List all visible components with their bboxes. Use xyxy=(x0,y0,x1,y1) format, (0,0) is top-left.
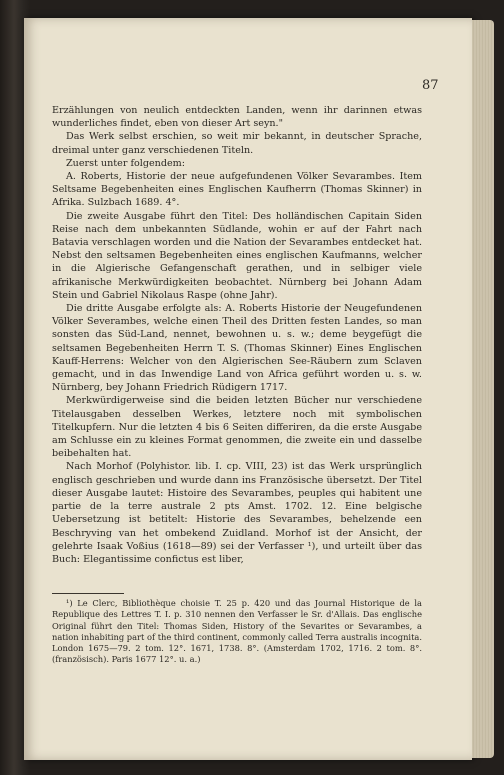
paragraph: A. Roberts, Historie der neue aufgefundenen Völker Sevarambes. Item Seltsame Begebenheiten eines Englischen Kaufherrn (Thomas Skinner) in Afrika. Sulzbach 1689. 4°. xyxy=(52,171,422,209)
paragraph: Merkwürdigerweise sind die beiden letzten Bücher nur verschiedene Titelausgaben desselben Werkes, letztere noch mit symbolischen Titelkupfern. Nur die letzten 4 bis 6 Seiten differiren, da die erste Ausgabe am Schlusse ein zu kleines Format genommen, die zweite ein und dasselbe beibehalten hat. xyxy=(52,395,422,460)
paragraph: Die dritte Ausgabe erfolgte als: A. Roberts Historie der Neugefundenen Völker Severambes, welche einen Theil des Dritten festen Landes, so man sonsten das Süd-Land, nennet, bewohnen u. s. w.; deme beygefügt die seltsamen Begebenheiten Herrn T. S. (Thomas Skinner) Eines Englischen Kauff-Herrens: Welcher von den Algierischen See-Räubern zum Sclaven gemacht, und in das Inwendige Land von Africa geführt worden u. s. w. Nürnberg, bey Johann Friedrich Rüdigern 1717. xyxy=(52,303,422,394)
footnote-separator xyxy=(52,593,124,594)
page-stack-edge xyxy=(472,20,494,758)
main-text-block xyxy=(52,104,422,566)
paragraph: Zuerst unter folgendem: xyxy=(66,157,186,169)
paragraph: Die zweite Ausgabe führt den Titel: Des holländischen Capitain Siden Reise nach dem unbekannten Südlande, wohin er auf der Fahrt nach Batavia verschlagen worden und die Nation der Sevarambes entdecket hat. Nebst den seltsamen Begebenheiten eines englischen Kaufmanns, welcher in die Algierische Gefangenschaft gerathen, und in selbiger viele afrikanische Merkwürdigkeiten beobachtet. Nürnberg bei Johann Adam Stein und Gabriel Nikolaus Raspe (ohne Jahr). xyxy=(52,210,422,301)
paragraph: Erzählungen von neulich entdeckten Landen, wenn ihr darinnen etwas wunderliches findet, eben von dieser Art seyn." xyxy=(52,105,422,130)
page-number: 87 xyxy=(422,78,439,93)
paragraph: Nach Morhof (Polyhistor. lib. I. cp. VIII, 23) ist das Werk ursprünglich englisch geschrieben und wurde dann ins Französische übersetzt. Der Titel dieser Ausgabe lautet: Histoire des Sevarambes, peuples qui habitent une partie de la terre australe 2 pts Amst. 1702. 12. Eine belgische Uebersetzung ist betitelt: Historie des Sevarambes, behelzende een Beschryving van het ombekend Zuidland. Morhof ist der Ansicht, der gelehrte Isaak Voßius (1618—89) sei der Verfasser ¹), und urteilt über das Buch: Elegantissime confictus est liber, xyxy=(52,461,422,565)
paragraph: Das Werk selbst erschien, so weit mir bekannt, in deutscher Sprache, dreimal unter ganz verschiedenen Titeln. xyxy=(52,131,422,156)
footnote: ¹) Le Clerc, Bibliothèque choisie T. 25 p. 420 und das Journal Historique de la Republique des Lettres T. I. p. 310 nennen den Verfasser le Sr. d'Allais. Das englische Original führt den Titel: Thomas Siden, History of the Sevarites or Sevarambes, a nation inhabiting part of the third continent, commonly called Terra australis incognita. London 1675—79. 2 tom. 12°. 1671, 1738. 8°. (Amsterdam 1702, 1716. 2 tom. 8°. (französisch). Paris 1677 12°. u. a.) xyxy=(52,598,422,665)
